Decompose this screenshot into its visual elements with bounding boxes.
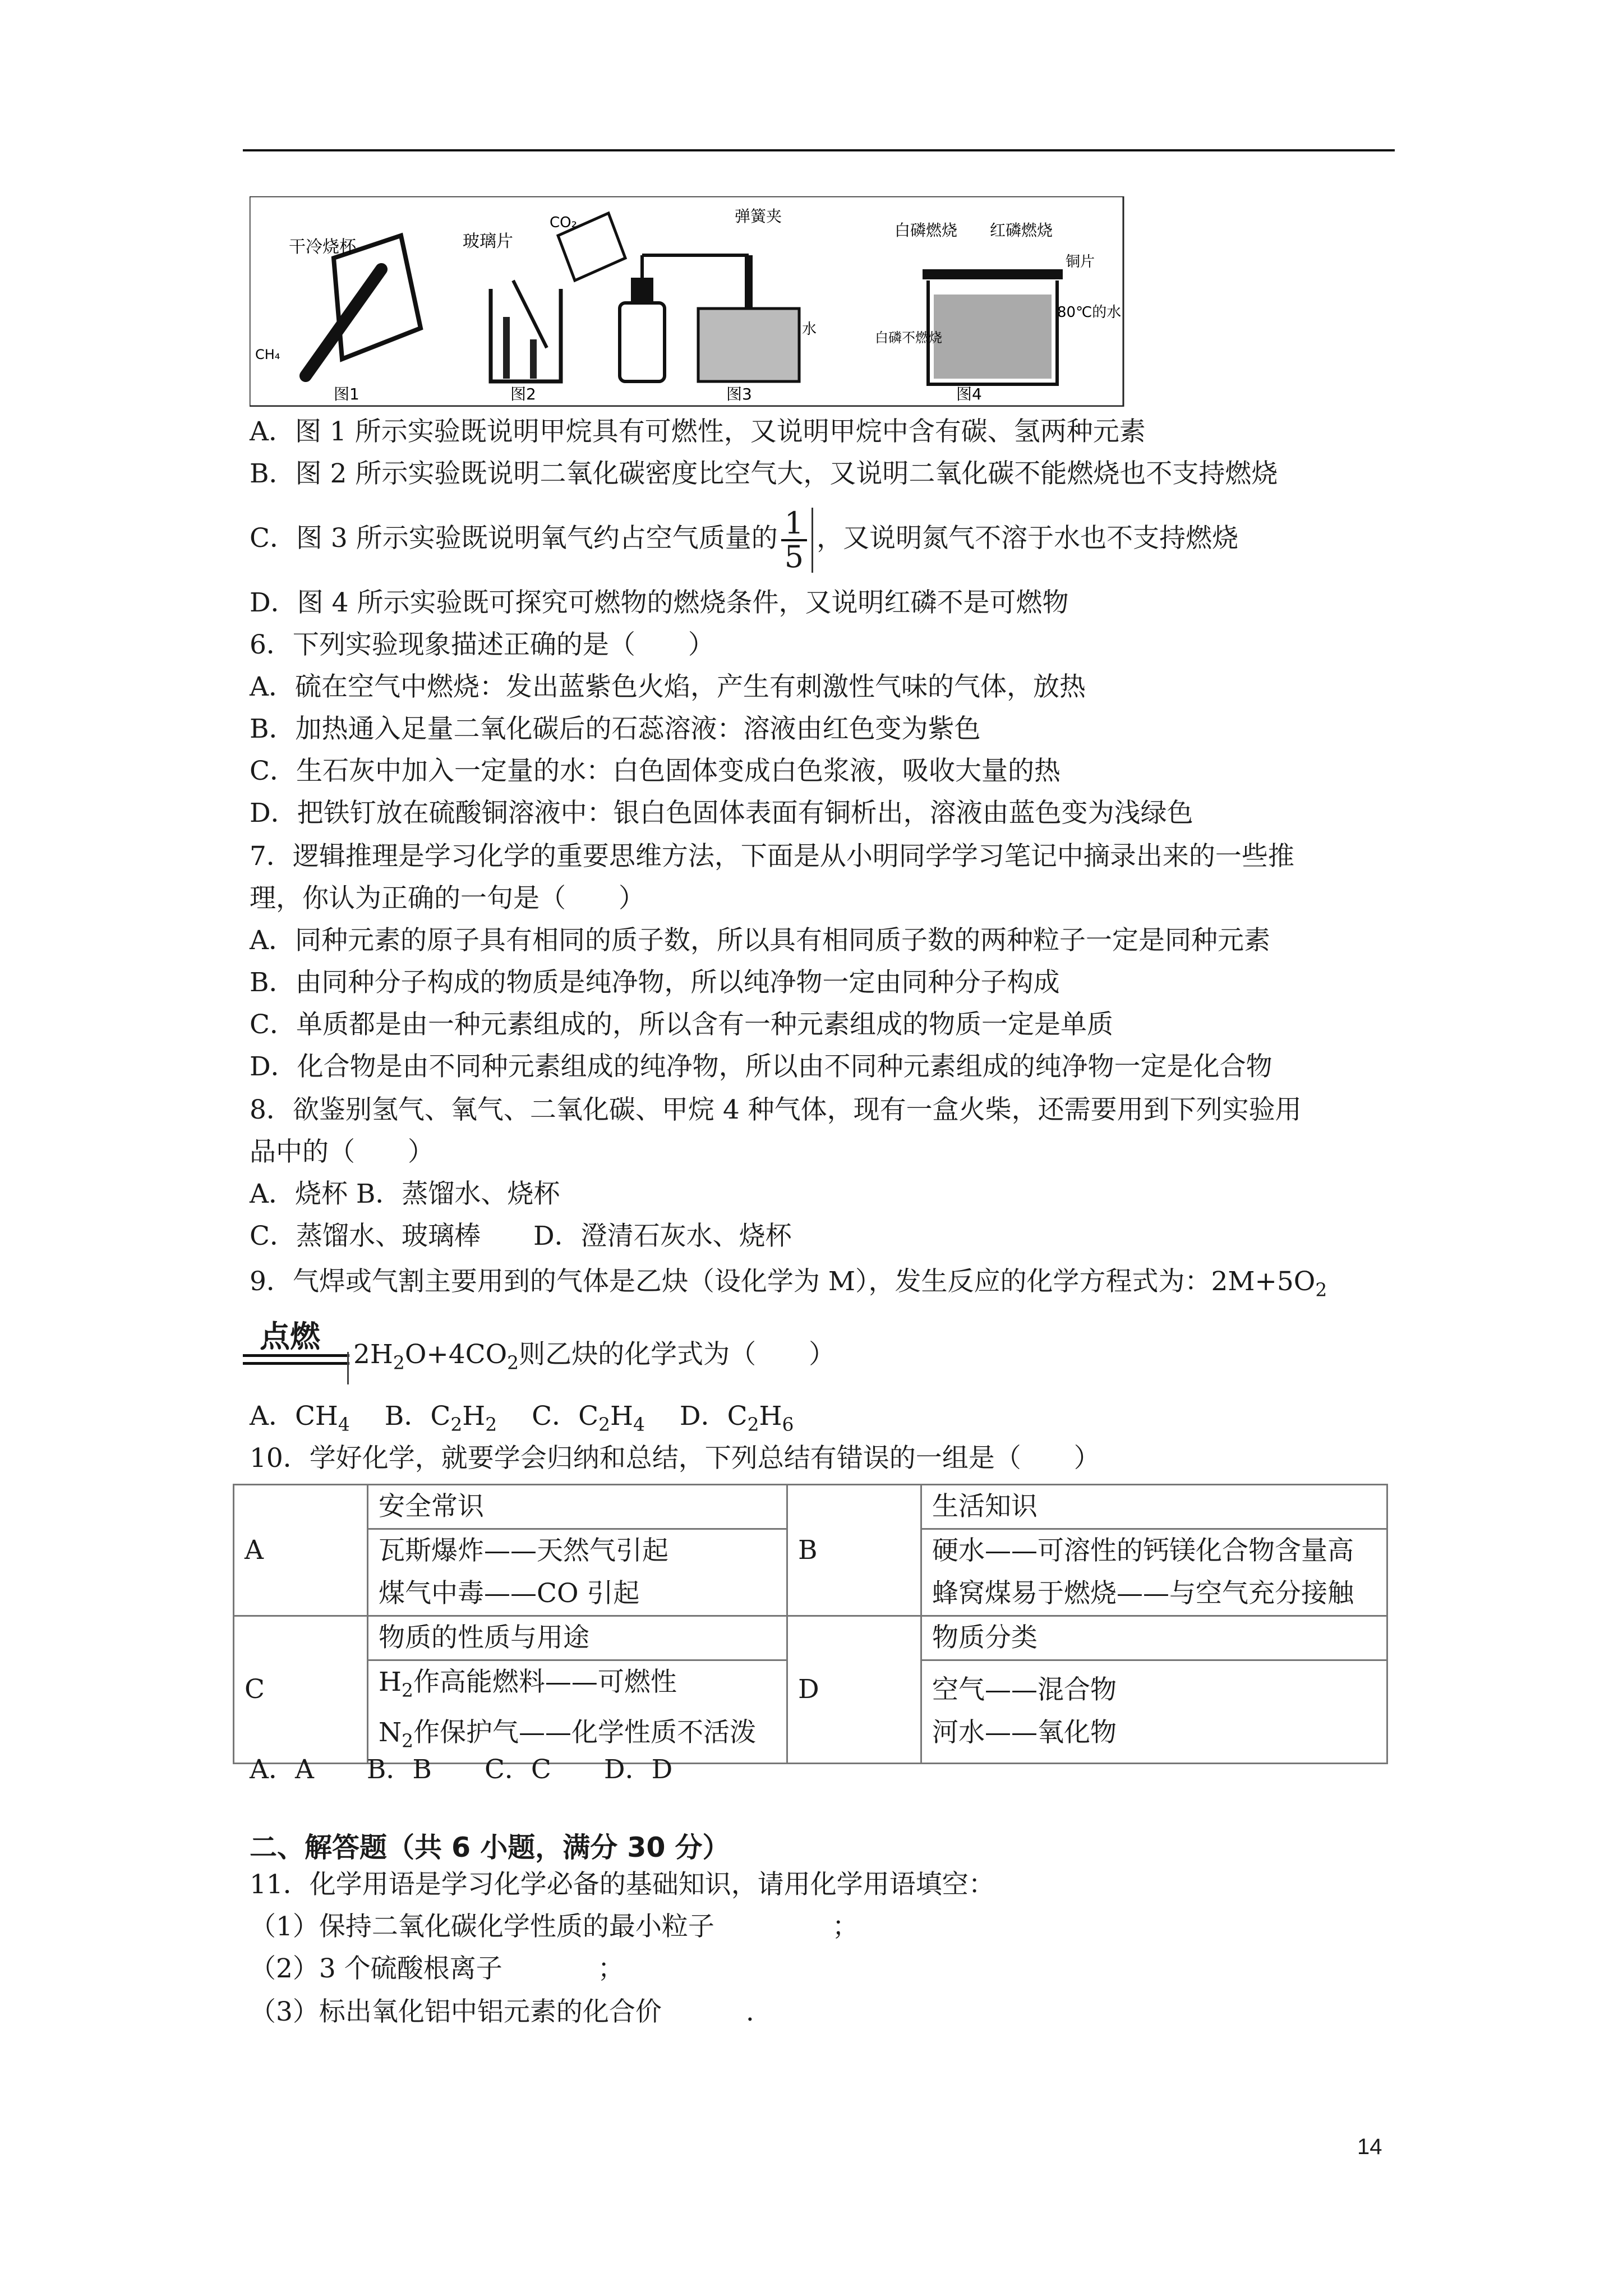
experiment-figures bbox=[250, 196, 1124, 407]
q9-opt-b-base: C bbox=[430, 1401, 451, 1432]
fig3-caption: 图3 bbox=[726, 385, 752, 403]
q10-c-item2a: N bbox=[379, 1717, 402, 1749]
q11-p1-end: ； bbox=[832, 1911, 859, 1942]
q10-d-item1: 空气——混合物 bbox=[932, 1674, 1117, 1706]
fig1-group bbox=[255, 236, 421, 403]
q9-opt-d-sub: 2 bbox=[747, 1413, 759, 1435]
q9-opt-a-base: CH bbox=[294, 1401, 338, 1432]
q9-opt-a-label: A． bbox=[250, 1401, 295, 1432]
q10-d-item2: 河水——氧化物 bbox=[932, 1717, 1117, 1749]
fig1-gas-label: CH₄ bbox=[255, 347, 280, 362]
q6-option-b: B．加热通入足量二氧化碳后的石蕊溶液：溶液由红色变为紫色 bbox=[250, 714, 981, 744]
q10-a-item1: 瓦斯爆炸——天然气引起 bbox=[379, 1535, 668, 1566]
reaction-condition-label: 点燃 bbox=[260, 1319, 320, 1354]
q10-key-b: B bbox=[787, 1485, 921, 1616]
q10-items-a bbox=[368, 1529, 787, 1616]
q9-opt-c-base: C bbox=[578, 1401, 599, 1432]
header-rule bbox=[243, 149, 1395, 151]
q9-eq-a: 2H bbox=[353, 1339, 393, 1370]
fig3-group bbox=[620, 207, 817, 403]
q5c-fraction-num: 1 bbox=[781, 508, 807, 541]
q9-line1-sub: 2 bbox=[1315, 1278, 1327, 1301]
q9-options bbox=[250, 1400, 794, 1441]
fig4-white-burn-label: 白磷燃烧 bbox=[895, 221, 958, 240]
q10-cat-d: 物质分类 bbox=[921, 1616, 1387, 1660]
q9-opt-d-label: D． bbox=[679, 1401, 727, 1432]
experiment-figures-svg bbox=[250, 196, 1124, 407]
q9-opt-d-base2: H bbox=[759, 1401, 782, 1432]
q9-opt-a-sub: 4 bbox=[338, 1413, 350, 1435]
q6-option-c: C．生石灰中加入一定量的水：白色固体变成白色浆液，吸收大量的热 bbox=[250, 756, 1061, 786]
table-row bbox=[234, 1616, 1387, 1660]
q10-items-c bbox=[368, 1660, 787, 1764]
q9-opt-c-sub: 2 bbox=[598, 1413, 611, 1435]
fig2-glass-label: 玻璃片 bbox=[463, 232, 513, 251]
q10-b-item2: 蜂窝煤易于燃烧——与空气充分接触 bbox=[932, 1578, 1354, 1609]
q7-option-b: B．由同种分子构成的物质是纯净物，所以纯净物一定由同种分子构成 bbox=[250, 967, 1060, 998]
q11-part3 bbox=[250, 1995, 754, 2029]
q10-options: A．A B．B C．C D．D bbox=[250, 1754, 673, 1785]
q10-table bbox=[233, 1484, 1388, 1764]
q11-stem: 11．化学用语是学习化学必备的基础知识，请用化学用语填空： bbox=[250, 1869, 995, 1900]
q11-p2-text: （2）3 个硫酸根离子 bbox=[250, 1953, 502, 1984]
q9-eq-b: O+4CO bbox=[404, 1339, 508, 1370]
table-row bbox=[234, 1485, 1387, 1529]
q10-c-item1 bbox=[379, 1661, 776, 1711]
q11-part2 bbox=[250, 1952, 624, 1986]
q9-line1-text: 9．气焊或气割主要用到的气体是乙炔（设化学为 M），发生反应的化学方程式为：2M+5O bbox=[250, 1266, 1316, 1297]
q10-c-item1b: 作高能燃料——可燃性 bbox=[413, 1667, 677, 1697]
section-title: 二、解答题（共 6 小题，满分 30 分） bbox=[250, 1832, 730, 1864]
q7-option-d: D．化合物是由不同种元素组成的纯净物，所以由不同种元素组成的纯净物一定是化合物 bbox=[250, 1051, 1272, 1082]
q9-opt-c-base2: H bbox=[610, 1401, 634, 1432]
fig2-group bbox=[463, 213, 625, 403]
q6-option-d: D．把铁钉放在硫酸铜溶液中：银白色固体表面有铜析出，溶液由蓝色变为浅绿色 bbox=[250, 798, 1193, 829]
q8-stem-line1: 8．欲鉴别氢气、氧气、二氧化碳、甲烷 4 种气体，现有一盒火柴，还需要用到下列实验用 bbox=[250, 1094, 1302, 1125]
q5c-after: ，又说明氮气不溶于水也不支持燃烧 bbox=[817, 523, 1239, 554]
q10-c-item1sub: 2 bbox=[402, 1679, 413, 1701]
q9-eq-b-sub: 2 bbox=[507, 1351, 519, 1374]
q10-cat-a: 安全常识 bbox=[368, 1485, 787, 1529]
fig4-copper-label: 铜片 bbox=[1066, 254, 1095, 270]
fig4-red-burn-label: 红磷燃烧 bbox=[990, 221, 1053, 240]
fig2-gas-label: CO₂ bbox=[550, 214, 578, 231]
q11-part1 bbox=[250, 1910, 859, 1944]
q7-option-c: C．单质都是由一种元素组成的，所以含有一种元素组成的物质一定是单质 bbox=[250, 1009, 1113, 1040]
fig4-group bbox=[875, 221, 1121, 403]
q11-p3-end: . bbox=[745, 1996, 754, 2027]
q11-p1-text: （1）保持二氧化碳化学性质的最小粒子 bbox=[250, 1911, 714, 1942]
q9-opt-b-label: B． bbox=[384, 1401, 431, 1432]
q9-equation bbox=[353, 1338, 835, 1379]
q9-stem-line1 bbox=[250, 1265, 1327, 1306]
q5-option-d: D．图 4 所示实验既可探究可燃物的燃烧条件，又说明红磷不是可燃物 bbox=[250, 587, 1069, 618]
q9-opt-b-sub2: 2 bbox=[485, 1413, 497, 1435]
equation-bar-bottom bbox=[243, 1362, 349, 1365]
equation-bar-top bbox=[243, 1354, 349, 1357]
q7-stem-line2: 理，你认为正确的一句是（ ） bbox=[250, 883, 645, 914]
q9-opt-c-label: C． bbox=[532, 1401, 579, 1432]
reaction-condition bbox=[243, 1313, 349, 1374]
fig2-caption: 图2 bbox=[510, 385, 536, 403]
q9-eq-a-sub: 2 bbox=[393, 1351, 405, 1374]
q6-option-a: A．硫在空气中燃烧：发出蓝紫色火焰，产生有刺激性气味的气体，放热 bbox=[250, 671, 1086, 702]
q9-eq-c: 则乙炔的化学式为（ ） bbox=[519, 1339, 836, 1370]
q5c-before: C．图 3 所示实验既说明氧气约占空气质量的 bbox=[250, 523, 778, 554]
q7-stem-line1: 7．逻辑推理是学习化学的重要思维方法，下面是从小明同学学习笔记中摘录出来的一些推 bbox=[250, 841, 1294, 872]
q8-options-row1: A．烧杯 B．蒸馏水、烧杯 bbox=[250, 1179, 560, 1209]
q10-c-item1a: H bbox=[379, 1667, 402, 1697]
q5-option-c bbox=[250, 505, 1239, 574]
fig1-beaker-label: 干冷烧杯 bbox=[289, 237, 356, 257]
q9-opt-d-base: C bbox=[727, 1401, 748, 1432]
fig3-water-label: 水 bbox=[802, 321, 817, 338]
q11-p3-text: （3）标出氧化铝中铝元素的化合价 bbox=[250, 1996, 662, 2027]
page-number: 14 bbox=[1357, 2134, 1382, 2159]
q10-stem: 10．学好化学，就要学会归纳和总结，下列总结有错误的一组是（ ） bbox=[250, 1443, 1100, 1474]
q10-key-c: C bbox=[234, 1616, 368, 1764]
q10-c-item2b: 作保护气——化学性质不活泼 bbox=[413, 1717, 757, 1749]
q10-cat-c: 物质的性质与用途 bbox=[368, 1616, 787, 1660]
fig4-water-label: 80℃的水 bbox=[1057, 304, 1122, 321]
fig3-clamp-label: 弹簧夹 bbox=[735, 207, 782, 226]
q9-opt-b-sub: 2 bbox=[450, 1413, 463, 1435]
q10-c-item2sub: 2 bbox=[402, 1729, 414, 1752]
q10-key-a: A bbox=[234, 1485, 368, 1616]
q10-items-b bbox=[921, 1529, 1387, 1616]
fig1-caption: 图1 bbox=[334, 385, 359, 403]
q8-options-row2: C．蒸馏水、玻璃棒 D．澄清石灰水、烧杯 bbox=[250, 1221, 792, 1251]
equation-bar-edge bbox=[347, 1352, 349, 1384]
q5c-fraction-den: 5 bbox=[784, 539, 804, 574]
q10-a-item2: 煤气中毒——CO 引起 bbox=[379, 1578, 640, 1609]
q8-stem-line2: 品中的（ ） bbox=[250, 1137, 434, 1167]
q10-b-item1: 硬水——可溶性的钙镁化合物含量高 bbox=[932, 1535, 1354, 1566]
q5-option-b: B．图 2 所示实验既说明二氧化碳密度比空气大，又说明二氧化碳不能燃烧也不支持燃烧 bbox=[250, 458, 1278, 489]
q5-option-a: A．图 1 所示实验既说明甲烷具有可燃性，又说明甲烷中含有碳、氢两种元素 bbox=[250, 416, 1146, 447]
q9-opt-b-base2: H bbox=[462, 1401, 486, 1432]
q10-cat-b: 生活知识 bbox=[921, 1485, 1387, 1529]
q10-items-d bbox=[921, 1660, 1387, 1764]
q10-key-d: D bbox=[787, 1616, 921, 1764]
q5c-fraction bbox=[781, 505, 813, 574]
q11-p2-end: ； bbox=[597, 1953, 624, 1984]
q9-opt-d-sub2: 6 bbox=[782, 1413, 794, 1435]
fig4-white-noburn-label: 白磷不燃烧 bbox=[875, 330, 942, 346]
q6-stem: 6．下列实验现象描述正确的是（ ） bbox=[250, 629, 714, 660]
fig4-caption: 图4 bbox=[956, 385, 982, 403]
q9-opt-c-sub2: 4 bbox=[633, 1413, 645, 1435]
q7-option-a: A．同种元素的原子具有相同的质子数，所以具有相同质子数的两种粒子一定是同种元素 bbox=[250, 925, 1270, 956]
